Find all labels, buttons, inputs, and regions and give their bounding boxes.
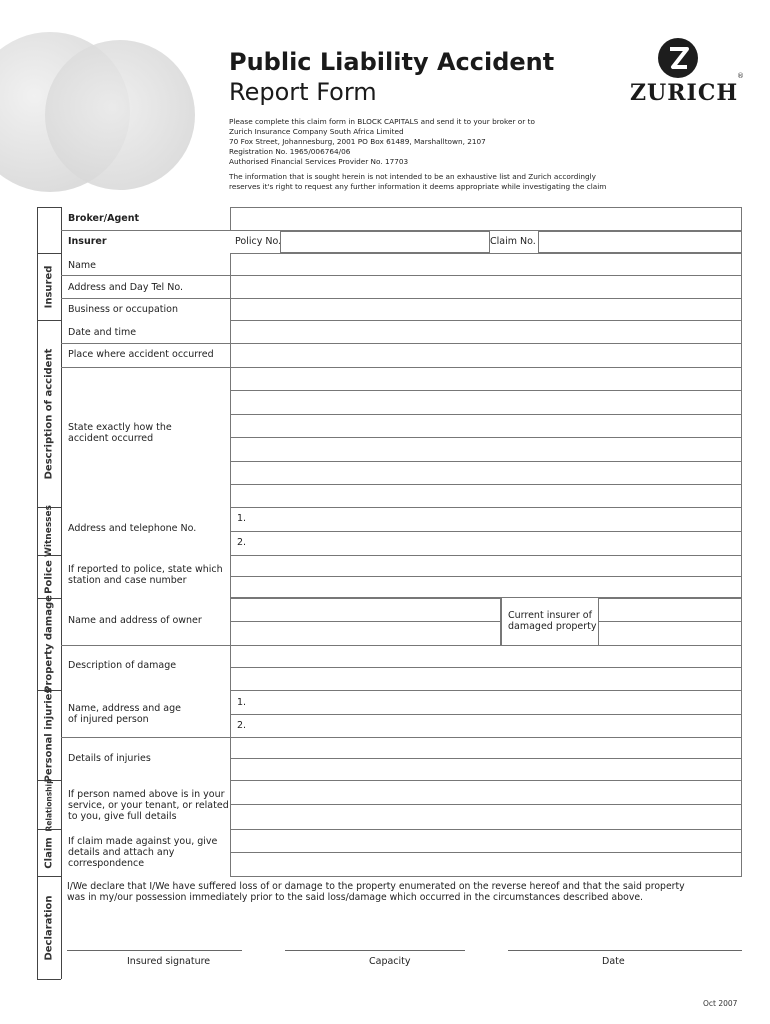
injured-person-2-field[interactable]: [230, 714, 742, 738]
section-label-declaration: Declaration: [43, 894, 55, 961]
date-label: Date: [602, 956, 625, 967]
police-label-line2: station and case number: [68, 575, 187, 586]
injured-person-1-field[interactable]: [230, 690, 742, 715]
footer-date: Oct 2007: [703, 999, 738, 1008]
police-field-1[interactable]: [230, 555, 742, 577]
witness-1-field[interactable]: [230, 507, 742, 532]
disclaimer-line: The information that is sought herein is not intended to be an exhaustive list and Zurich accordingly: [229, 172, 596, 181]
column-divider: [501, 598, 502, 646]
insured-business-field[interactable]: [230, 298, 742, 321]
insured-name-label: Name: [68, 260, 97, 271]
row-divider: [61, 367, 230, 368]
section-divider: [37, 979, 61, 980]
insured-address-label: Address and Day Tel No.: [68, 282, 183, 293]
relationship-label-line1: If person named above is in your: [68, 789, 225, 800]
insured-address-field[interactable]: [230, 275, 742, 299]
registered-mark: ®: [737, 72, 744, 80]
policy-no-field[interactable]: [280, 231, 490, 253]
state-label-line1: State exactly how the: [68, 422, 172, 433]
row-divider: [61, 230, 230, 231]
section-label-personal: Personal injuries: [43, 687, 55, 783]
intro-line: 70 Fox Street, Johannesburg, 2001 PO Box 61489, Marshalltown, 2107: [229, 137, 486, 146]
section-personal: [37, 687, 61, 783]
zurich-logo-text: ZURICH: [630, 80, 739, 106]
section-label-witnesses: Witnesses: [44, 504, 54, 558]
date-time-field[interactable]: [230, 320, 742, 344]
row-divider: [61, 645, 230, 646]
intro-line: Please complete this claim form in BLOCK CAPITALS and send it to your broker or to: [229, 117, 535, 126]
section-description: [37, 320, 61, 507]
witness-2-field[interactable]: [230, 531, 742, 556]
writing-line: [230, 484, 742, 485]
disclaimer-line: reserves it's right to request any further information it deems appropriate while investigating the claim: [229, 182, 607, 191]
section-relationship: [37, 780, 61, 829]
section-label-insured: Insured: [43, 265, 55, 308]
claim-field-2[interactable]: [230, 852, 742, 877]
current-insurer-field-1[interactable]: [598, 598, 742, 622]
claim-no-label: Claim No.: [490, 236, 536, 247]
damage-field-2[interactable]: [230, 667, 742, 691]
relationship-field-2[interactable]: [230, 804, 742, 830]
damage-field-1[interactable]: [230, 645, 742, 668]
form-subtitle: Report Form: [229, 78, 377, 106]
current-insurer-label-line1: Current insurer of: [508, 610, 592, 621]
witness-1-number: 1.: [237, 513, 247, 524]
broker-agent-label: Broker/Agent: [68, 213, 140, 224]
injured-person-2-number: 2.: [237, 720, 247, 731]
section-label-claim: Claim: [43, 836, 55, 869]
section-label-relationship: Relationship: [44, 778, 54, 831]
police-field-2[interactable]: [230, 576, 742, 598]
date-line[interactable]: [508, 950, 742, 951]
owner-field-2[interactable]: [230, 621, 501, 646]
section-label-property: Property damage: [43, 595, 55, 693]
owner-field-1[interactable]: [230, 598, 501, 622]
intro-line: Authorised Financial Services Provider No. 17703: [229, 157, 409, 166]
damage-description-label: Description of damage: [68, 660, 177, 671]
state-label-line2: accident occurred: [68, 433, 154, 444]
insurer-label: Insurer: [68, 236, 107, 247]
form-title: Public Liability Accident: [229, 48, 555, 76]
witness-2-number: 2.: [237, 537, 247, 548]
claim-field-1[interactable]: [230, 829, 742, 853]
policy-no-label: Policy No.: [235, 236, 282, 247]
injury-details-field-2[interactable]: [230, 758, 742, 781]
section-column-right-border: [61, 207, 62, 979]
claim-label-line2: details and attach any: [68, 847, 175, 858]
zurich-z-icon: [658, 38, 698, 78]
broker-agent-field[interactable]: [230, 207, 742, 231]
owner-label: Name and address of owner: [68, 615, 202, 626]
row-divider: [61, 737, 230, 738]
zurich-logo-mark: [658, 38, 698, 78]
claim-label-line1: If claim made against you, give: [68, 836, 218, 847]
declaration-line1: I/We declare that I/We have suffered loss of or damage to the property enumerated on the reverse hereof and that the said property: [67, 881, 685, 892]
capacity-label: Capacity: [369, 956, 411, 967]
declaration-line2: was in my/our possession immediately prior to the said loss/damage which occurred in the circumstances described above.: [67, 892, 643, 903]
insured-name-field[interactable]: [230, 253, 742, 276]
section-property: [37, 595, 61, 693]
section-claim: [37, 829, 61, 876]
place-field[interactable]: [230, 343, 742, 368]
row-divider: [61, 275, 230, 276]
relationship-label-line3: to you, give full details: [68, 811, 177, 822]
writing-line: [230, 437, 742, 438]
claim-no-field[interactable]: [538, 231, 742, 253]
current-insurer-label-line2: damaged property: [508, 621, 597, 632]
section-label-description: Description of accident: [43, 348, 55, 479]
section-divider: [37, 207, 61, 208]
injured-person-1-number: 1.: [237, 697, 247, 708]
decorative-circle-right: [45, 40, 195, 190]
current-insurer-field-2[interactable]: [598, 621, 742, 646]
section-declaration: [37, 876, 61, 979]
row-divider: [61, 298, 230, 299]
section-insured: [37, 253, 61, 320]
intro-line: Zurich Insurance Company South Africa Limited: [229, 127, 404, 136]
intro-line: Registration No. 1965/006764/06: [229, 147, 351, 156]
section-witnesses: [37, 504, 61, 558]
date-time-label: Date and time: [68, 327, 137, 338]
witness-address-label: Address and telephone No.: [68, 523, 197, 534]
insured-business-label: Business or occupation: [68, 304, 178, 315]
police-label-line1: If reported to police, state which: [68, 564, 223, 575]
injured-person-label-line2: of injured person: [68, 714, 149, 725]
row-divider: [61, 343, 230, 344]
section-label-police: Police: [43, 559, 55, 594]
insured-signature-label: Insured signature: [127, 956, 211, 967]
insured-signature-line[interactable]: [67, 950, 242, 951]
relationship-field-1[interactable]: [230, 780, 742, 805]
writing-line: [230, 461, 742, 462]
claim-label-line3: correspondence: [68, 858, 145, 869]
writing-line: [230, 414, 742, 415]
section-police: [37, 555, 61, 598]
relationship-label-line2: service, or your tenant, or related: [68, 800, 229, 811]
injury-details-field-1[interactable]: [230, 737, 742, 759]
injured-person-label-line1: Name, address and age: [68, 703, 181, 714]
place-label: Place where accident occurred: [68, 349, 214, 360]
writing-line: [230, 390, 742, 391]
capacity-line[interactable]: [285, 950, 465, 951]
injury-details-label: Details of injuries: [68, 753, 151, 764]
